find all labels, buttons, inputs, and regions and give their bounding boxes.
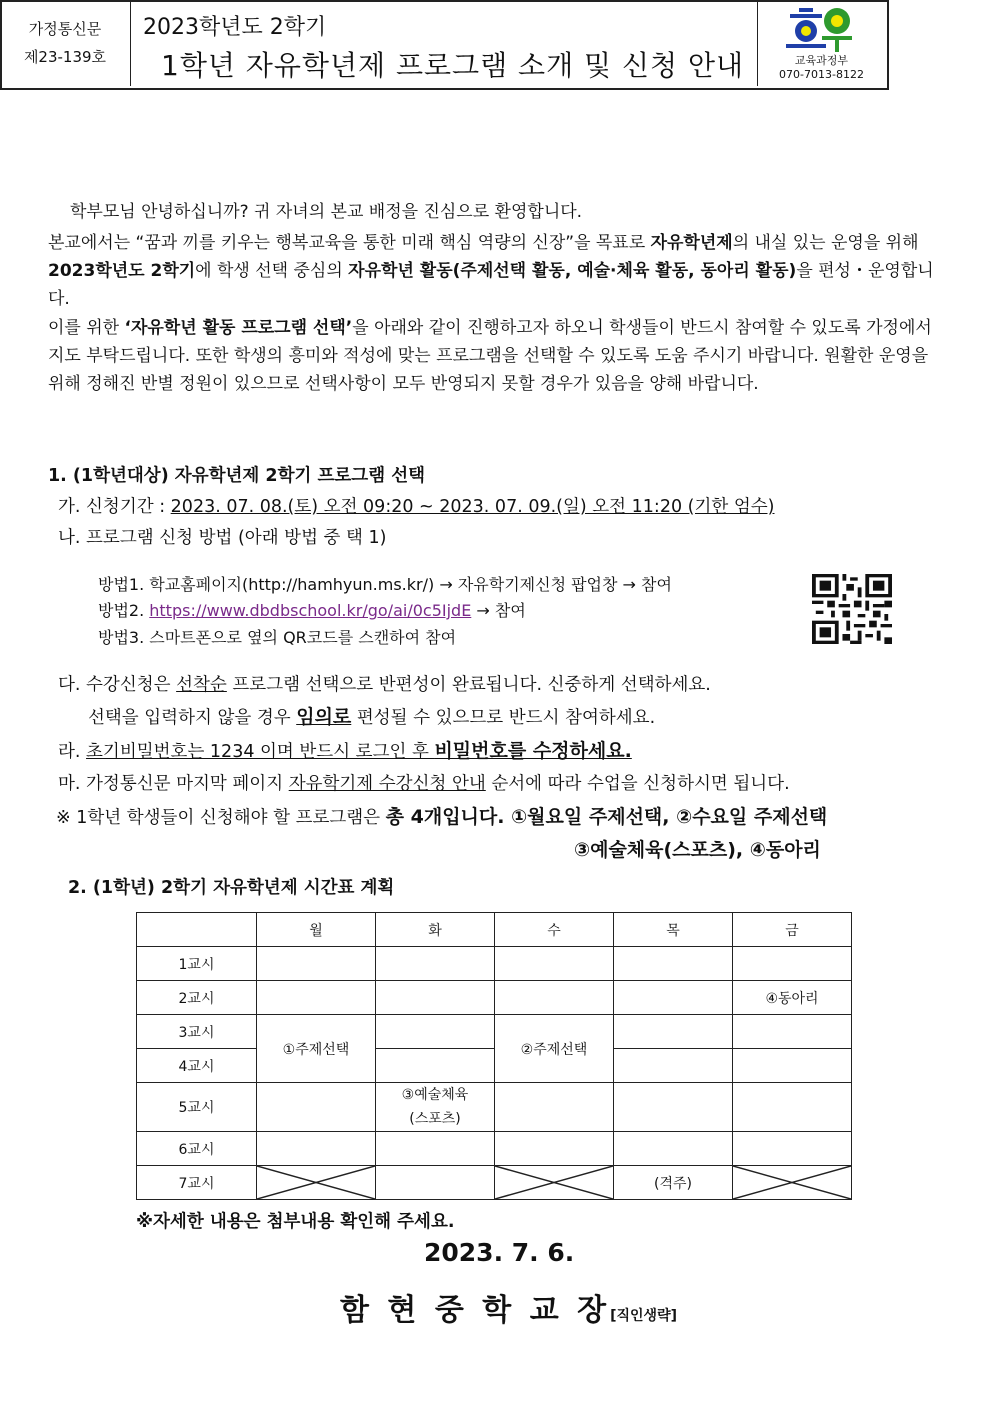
cell — [614, 1049, 733, 1083]
item-ma — [58, 770, 790, 795]
period-label: 7교시 — [137, 1166, 257, 1200]
club-cell: ④동아리 — [733, 981, 852, 1015]
newsletter-label: 가정통신문 — [28, 20, 102, 38]
intro-2a: 본교에서는 “꿈과 끼를 키우는 행복교육을 통한 미래 핵심 역량의 신장”을 목표로 — [48, 233, 651, 253]
day-header: 금 — [733, 913, 852, 947]
principal-text: 함 현 중 학 교 장 — [340, 1293, 611, 1328]
cell — [614, 1083, 733, 1132]
intro-3b: ‘자유학년 활동 프로그램 선택’ — [124, 318, 353, 338]
attachment-note: ※자세한 내용은 첨부내용 확인해 주세요. — [136, 1212, 455, 1232]
ma-c: 순서에 따라 수업을 신청하시면 됩니다. — [485, 774, 790, 794]
day-header: 화 — [376, 913, 495, 947]
alternate-week-cell: (격주) — [614, 1166, 733, 1200]
greeting-text: 학부모님 안녕하십니까? 귀 자녀의 본교 배정을 진심으로 환영합니다. — [70, 202, 583, 222]
note-a: ※ 1학년 학생들이 신청해야 할 프로그램은 — [56, 808, 386, 828]
no-class-cell — [495, 1166, 614, 1200]
program-count-note — [56, 802, 827, 829]
application-method-heading: 나. 프로그램 신청 방법 (아래 방법 중 택 1) — [58, 528, 387, 548]
ra-c: 비밀번호를 수정하세요. — [434, 740, 632, 762]
period-label: 1교시 — [137, 947, 257, 981]
item-da-2 — [88, 702, 655, 729]
intro-2b: 자유학년제 — [650, 233, 733, 253]
qr-code-icon[interactable] — [812, 574, 892, 644]
issue-date: 2023. 7. 6. — [424, 1238, 575, 1267]
monday-topic-cell: ①주제선택 — [257, 1015, 376, 1083]
period-label: 3교시 — [137, 1015, 257, 1049]
application-period — [58, 493, 775, 518]
period-label: 5교시 — [137, 1083, 257, 1132]
da-b: 선착순 — [176, 675, 227, 695]
intro-3a: 이를 위한 — [48, 318, 125, 338]
period-label: 4교시 — [137, 1049, 257, 1083]
cell — [376, 1049, 495, 1083]
seal-omitted: [직인생략] — [610, 1308, 678, 1324]
period-label: 가. 신청기간 : — [58, 497, 171, 517]
newsletter-header — [0, 0, 889, 90]
table-row — [137, 981, 852, 1015]
cell — [733, 947, 852, 981]
arts-sports-label: ③예술체육 — [401, 1087, 469, 1103]
department-phone: 070-7013-8122 — [779, 68, 864, 81]
cell — [257, 1132, 376, 1166]
cell — [614, 947, 733, 981]
da2-c: 편성될 수 있으므로 반드시 참여하세요. — [351, 708, 656, 728]
cell — [257, 981, 376, 1015]
cell — [495, 947, 614, 981]
school-logo-icon — [785, 4, 857, 54]
table-row — [137, 1166, 852, 1200]
da-c: 프로그램 선택으로 반편성이 완료됩니다. 신중하게 선택하세요. — [226, 675, 711, 695]
intro-2c: 의 내실 있는 운영을 위해 — [732, 233, 919, 253]
section2-title: 2. (1학년) 2학기 자유학년제 시간표 계획 — [68, 878, 395, 898]
ma-a: 마. 가정통신문 마지막 페이지 — [58, 774, 289, 794]
day-header: 수 — [495, 913, 614, 947]
cell — [495, 1132, 614, 1166]
cell — [495, 981, 614, 1015]
cell — [614, 981, 733, 1015]
timetable-header-row — [137, 913, 852, 947]
method-2-tail: → 참여 — [471, 601, 526, 620]
cell — [733, 1015, 852, 1049]
day-header: 목 — [614, 913, 733, 947]
da2-a: 선택을 입력하지 않을 경우 — [88, 708, 297, 728]
page-title: 1학년 자유학년제 프로그램 소개 및 신청 안내 — [161, 49, 745, 82]
intro-paragraph-3 — [48, 314, 943, 398]
table-row — [137, 1083, 852, 1132]
intro-2e: 에 학생 선택 중심의 — [195, 261, 349, 281]
arts-sports-sub: (스포츠) — [409, 1111, 461, 1127]
intro-3c: 을 아래와 같이 진행하고자 하오니 학생들이 반드시 참여할 수 있도록 가정에서 지도 부탁드립니다. 또한 학생의 흥미와 적성에 맞는 프로그램을 선택할 수 있도록 도움 주시기 바랍니다. 원활한 운영을 위해 정해진 반별 정원이 있으므로 선택사항이 모두 반영되지 못할 경우가 있음을 양해 바랍니다. — [48, 318, 932, 394]
wednesday-topic-cell: ②주제선택 — [495, 1015, 614, 1083]
semester-label: 2023학년도 2학기 — [143, 15, 327, 40]
day-header: 월 — [257, 913, 376, 947]
period-label: 6교시 — [137, 1132, 257, 1166]
method-1: 방법1. 학교홈페이지(http://hamhyun.ms.kr/) → 자유학기제신청 팝업창 → 참여 — [98, 575, 672, 594]
method-2 — [98, 598, 526, 621]
timetable — [136, 912, 852, 1200]
corner-cell — [137, 913, 257, 947]
department-name: 교육과정부 — [794, 54, 849, 67]
cell — [614, 1132, 733, 1166]
cell — [733, 1049, 852, 1083]
item-da — [58, 671, 711, 696]
note-b: 총 4개입니다. ①월요일 주제선택, ②수요일 주제선택 — [385, 806, 828, 828]
cross-out-icon — [495, 1166, 613, 1199]
period-value: 2023. 07. 08.(토) 오전 09:20 ~ 2023. 07. 09.(일) 오전 11:20 (기한 엄수) — [170, 497, 775, 517]
arts-sports-cell — [376, 1083, 495, 1132]
principal-name — [340, 1285, 677, 1329]
cell — [257, 1083, 376, 1132]
cell — [376, 981, 495, 1015]
cell — [376, 1166, 495, 1200]
title-cell — [131, 0, 758, 86]
cross-out-icon — [257, 1166, 375, 1199]
greeting-paragraph — [48, 198, 943, 226]
cell — [495, 1083, 614, 1132]
table-row — [137, 947, 852, 981]
table-row — [137, 1132, 852, 1166]
method-2-link[interactable]: https://www.dbdbschool.kr/go/ai/0c5IjdE — [149, 601, 472, 620]
intro-2d: 2023학년도 2학기 — [48, 261, 196, 281]
newsletter-number: 제23-139호 — [23, 48, 107, 66]
cell — [376, 947, 495, 981]
method-2-label: 방법2. — [98, 601, 150, 620]
cell — [733, 1132, 852, 1166]
da-a: 다. 수강신청은 — [58, 675, 177, 695]
method-3: 방법3. 스마트폰으로 옆의 QR코드를 스캔하여 참여 — [98, 628, 457, 647]
no-class-cell — [733, 1166, 852, 1200]
no-class-cell — [257, 1166, 376, 1200]
intro-2g: 을 편성・운영합니다. — [48, 261, 934, 309]
table-row — [137, 1049, 852, 1083]
cross-out-icon — [733, 1166, 851, 1199]
ma-b: 자유학기제 수강신청 안내 — [288, 774, 486, 794]
ra-b: 초기비밀번호는 1234 이며 반드시 로그인 후 — [86, 742, 435, 762]
intro-2f: 자유학년 활동(주제선택 활동, 예술·체육 활동, 동아리 활동) — [348, 261, 797, 281]
cell — [257, 947, 376, 981]
intro-paragraph-2 — [48, 229, 943, 313]
cell — [376, 1132, 495, 1166]
section1-title: 1. (1학년대상) 자유학년제 2학기 프로그램 선택 — [48, 466, 426, 486]
program-count-note-2: ③예술체육(스포츠), ④동아리 — [574, 839, 821, 861]
cell — [614, 1015, 733, 1049]
newsletter-id-cell — [0, 0, 131, 86]
period-label: 2교시 — [137, 981, 257, 1015]
da2-b: 임의로 — [296, 706, 352, 728]
table-row — [137, 1015, 852, 1049]
cell — [733, 1083, 852, 1132]
ra-a: 라. — [58, 742, 87, 762]
item-ra — [58, 736, 632, 763]
department-cell — [758, 0, 885, 86]
cell — [376, 1015, 495, 1049]
